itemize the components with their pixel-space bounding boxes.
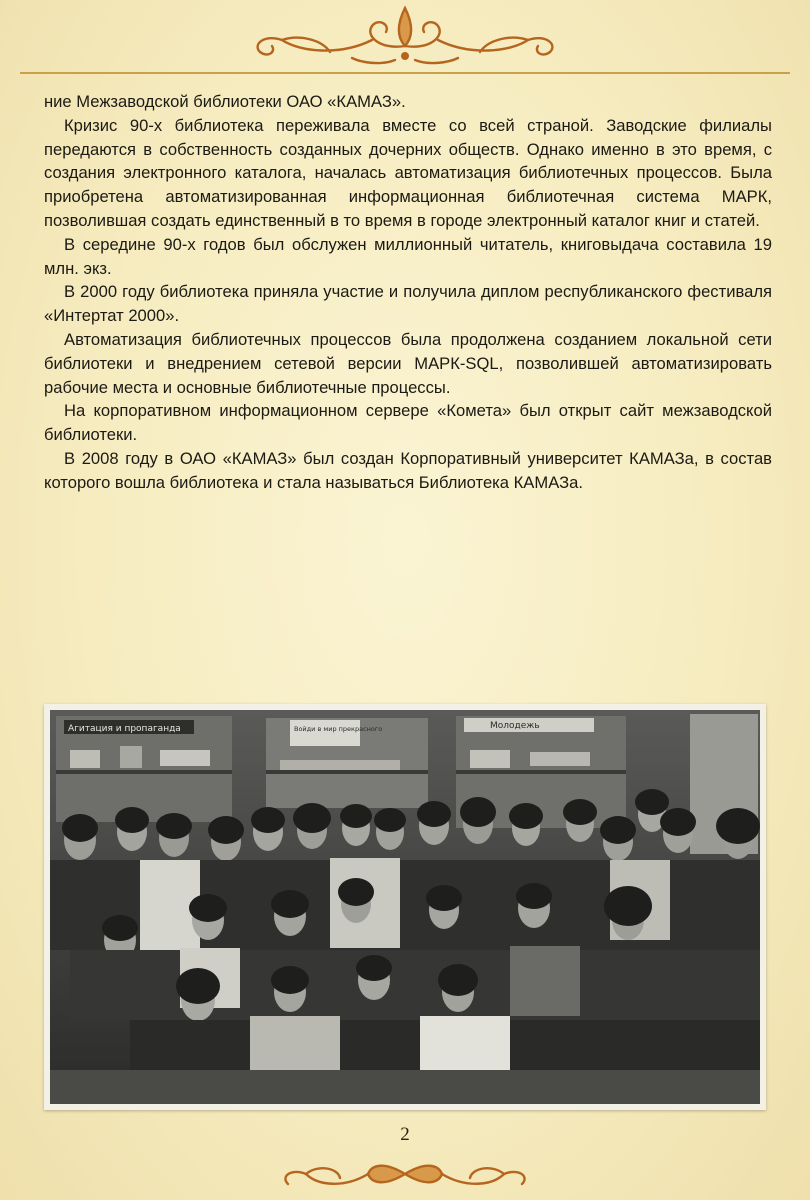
paragraph: ние Межзаводской библиотеки ОАО «КАМАЗ». (44, 92, 406, 111)
paragraph: Автоматизация библиотечных процессов была продолжена созданием локальной сети библиотеки и внедрением сетевой версии МАРК-SQL, позволившей автоматизировать рабочие места и основные библиотечные процессы. (44, 329, 772, 397)
group-photo-image (50, 710, 760, 1104)
group-photo (44, 704, 766, 1110)
shelf-sign-3: Молодежь (490, 721, 540, 731)
paragraph: В 2000 году библиотека приняла участие и получила диплом республиканского фестиваля «Интертат 2000». (44, 282, 772, 326)
page-number: 2 (400, 1124, 410, 1145)
shelf-sign-1: Агитация и пропаганда (68, 724, 181, 734)
top-ornament-icon (0, 0, 810, 80)
paragraph: В 2008 году в ОАО «КАМАЗ» был создан Корпоративный университет КАМАЗа, в состав которого вошла библиотека и стала называться Библиотека КАМАЗа. (44, 448, 772, 492)
paragraph: В середине 90-х годов был обслужен миллионный читатель, книговыдача составила 19 млн. экз. (44, 234, 772, 278)
body-text (44, 90, 772, 495)
paragraph: На корпоративном информационном сервере «Комета» был открыт сайт межзаводской библиотеки. (44, 401, 772, 445)
paragraph: Кризис 90-х библиотека переживала вместе со всей страной. Заводские филиалы передаются в собственность созданных дочерних обществ. Однако именно в это время, с создания электронного каталога, началась автоматизация библиотечных процессов. Была приобретена автоматизированная информационная библиотечная система МАРК, позволившая создать единственный в то время в городе электронный каталог книг и статей. (44, 115, 772, 230)
shelf-sign-2: Войди в мир прекрасного (294, 725, 383, 733)
bottom-ornament-icon (0, 1148, 810, 1200)
